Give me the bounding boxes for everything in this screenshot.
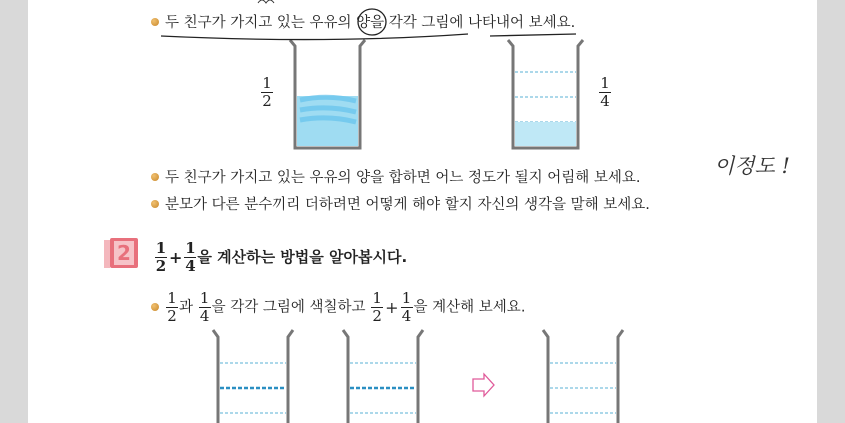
section-title-text: 을 계산하는 방법을 알아봅시다. — [197, 248, 408, 266]
section-number: 2 — [114, 241, 134, 265]
section-number-badge — [108, 238, 138, 268]
beaker-bottom-result — [543, 330, 623, 423]
section-title: $\frac{1}{2}$ + $\frac{1}{4}$ 을 계산하는 방법을 알아봅시다. — [155, 239, 408, 275]
question-3 — [151, 195, 650, 215]
question-2-text: 두 친구가 가지고 있는 우유의 양을 합하면 어느 정도가 될지 어림해 보세요. — [165, 170, 641, 186]
question-3-text: 분모가 다른 분수끼리 더하려면 어떻게 해야 할지 자신의 생각을 말해 보세요. — [165, 197, 650, 213]
pen-underline — [161, 34, 468, 40]
bullet-icon — [151, 303, 159, 311]
question-4: $\frac{1}{2}$ 과 $\frac{1}{4}$ 을 각각 그림에 색칠하고 $\frac{1}{2}$ + $\frac{1}{4}$ 을 계산해 보세요. — [151, 290, 525, 325]
question-1 — [151, 13, 575, 33]
bullet-icon — [151, 18, 159, 26]
label-quarter: $\frac{1}{4}$ — [600, 74, 610, 110]
label-half: $\frac{1}{2}$ — [262, 74, 272, 110]
handwritten-note: 이정도 ! — [714, 154, 790, 178]
beaker-bottom-1 — [213, 330, 293, 423]
milk-fill-quarter — [515, 122, 576, 146]
question-2 — [151, 168, 641, 188]
beaker-quarter — [508, 40, 583, 148]
question-1-text: 두 친구가 가지고 있는 우유의 양을 각각 그림에 나타내어 보세요. — [165, 15, 576, 31]
bullet-icon — [151, 200, 159, 208]
beaker-bottom-2 — [343, 330, 423, 423]
textbook-page — [28, 0, 817, 423]
beaker-half — [290, 40, 365, 148]
arrow-right-icon — [473, 374, 494, 396]
pen-underline-2 — [490, 34, 576, 36]
bullet-icon — [151, 173, 159, 181]
